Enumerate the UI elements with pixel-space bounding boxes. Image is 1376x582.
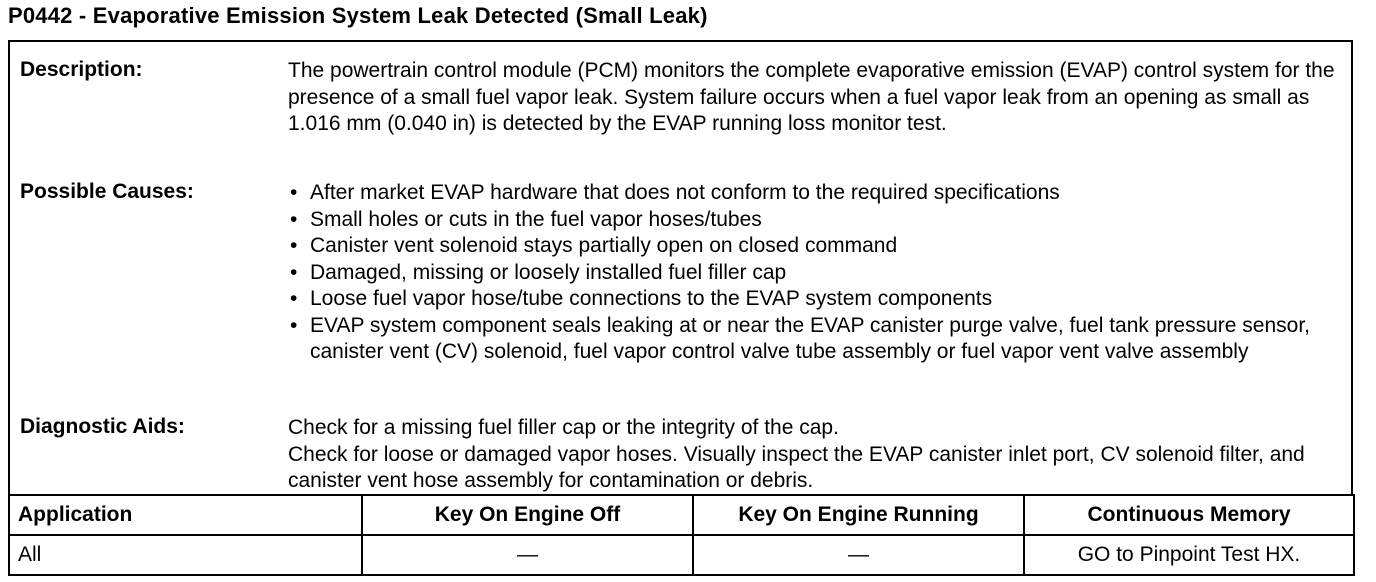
cell-application: All [9,535,362,575]
cell-key-on-engine-running: — [693,535,1024,575]
cause-item: • Canister vent solenoid stays partially open on closed command [288,233,1343,260]
cell-continuous-memory: GO to Pinpoint Test HX. [1024,535,1354,575]
cause-item: • After market EVAP hardware that does not conform to the required specifications [288,180,1343,207]
cause-item: • Damaged, missing or loosely installed fuel filler cap [288,260,1343,287]
cause-item: • Small holes or cuts in the fuel vapor hoses/tubes [288,207,1343,234]
header-key-on-engine-running: Key On Engine Running [693,495,1024,535]
possible-causes-list [288,180,1343,366]
cell-key-on-engine-off: — [362,535,693,575]
header-key-on-engine-off: Key On Engine Off [362,495,693,535]
diagnostic-aids-text: Check for a missing fuel filler cap or the integrity of the cap. Check for loose or damaged vapor hoses. Visually inspect the EVAP canister inlet port, CV solenoid filter, and canister vent hose assembly for contamination or debris. [288,416,1305,492]
dtc-details-box [8,40,1353,496]
application-table [8,494,1355,576]
header-application: Application [9,495,362,535]
table-header-row [9,495,1354,535]
description-label: Description: [20,58,143,81]
cause-item: • EVAP system component seals leaking at or near the EVAP canister purge valve, fuel tank pressure sensor, canister vent (CV) solenoid, fuel vapor control valve tube assembly or fuel vapor vent valve assembly [288,313,1343,366]
table-row [9,535,1354,575]
diagnostic-aids-label: Diagnostic Aids: [20,415,185,438]
header-continuous-memory: Continuous Memory [1024,495,1354,535]
possible-causes-text [288,180,1343,366]
cause-item: • Loose fuel vapor hose/tube connections to the EVAP system components [288,286,1343,313]
description-text: The powertrain control module (PCM) monitors the complete evaporative emission (EVAP) control system for the presence of a small fuel vapor leak. System failure occurs when a fuel vapor leak from an opening as small as 1.016 mm (0.040 in) is detected by the EVAP running loss monitor test. [288,59,1335,135]
possible-causes-label: Possible Causes: [20,180,194,203]
page-title: P0442 - Evaporative Emission System Leak Detected (Small Leak) [8,3,708,28]
